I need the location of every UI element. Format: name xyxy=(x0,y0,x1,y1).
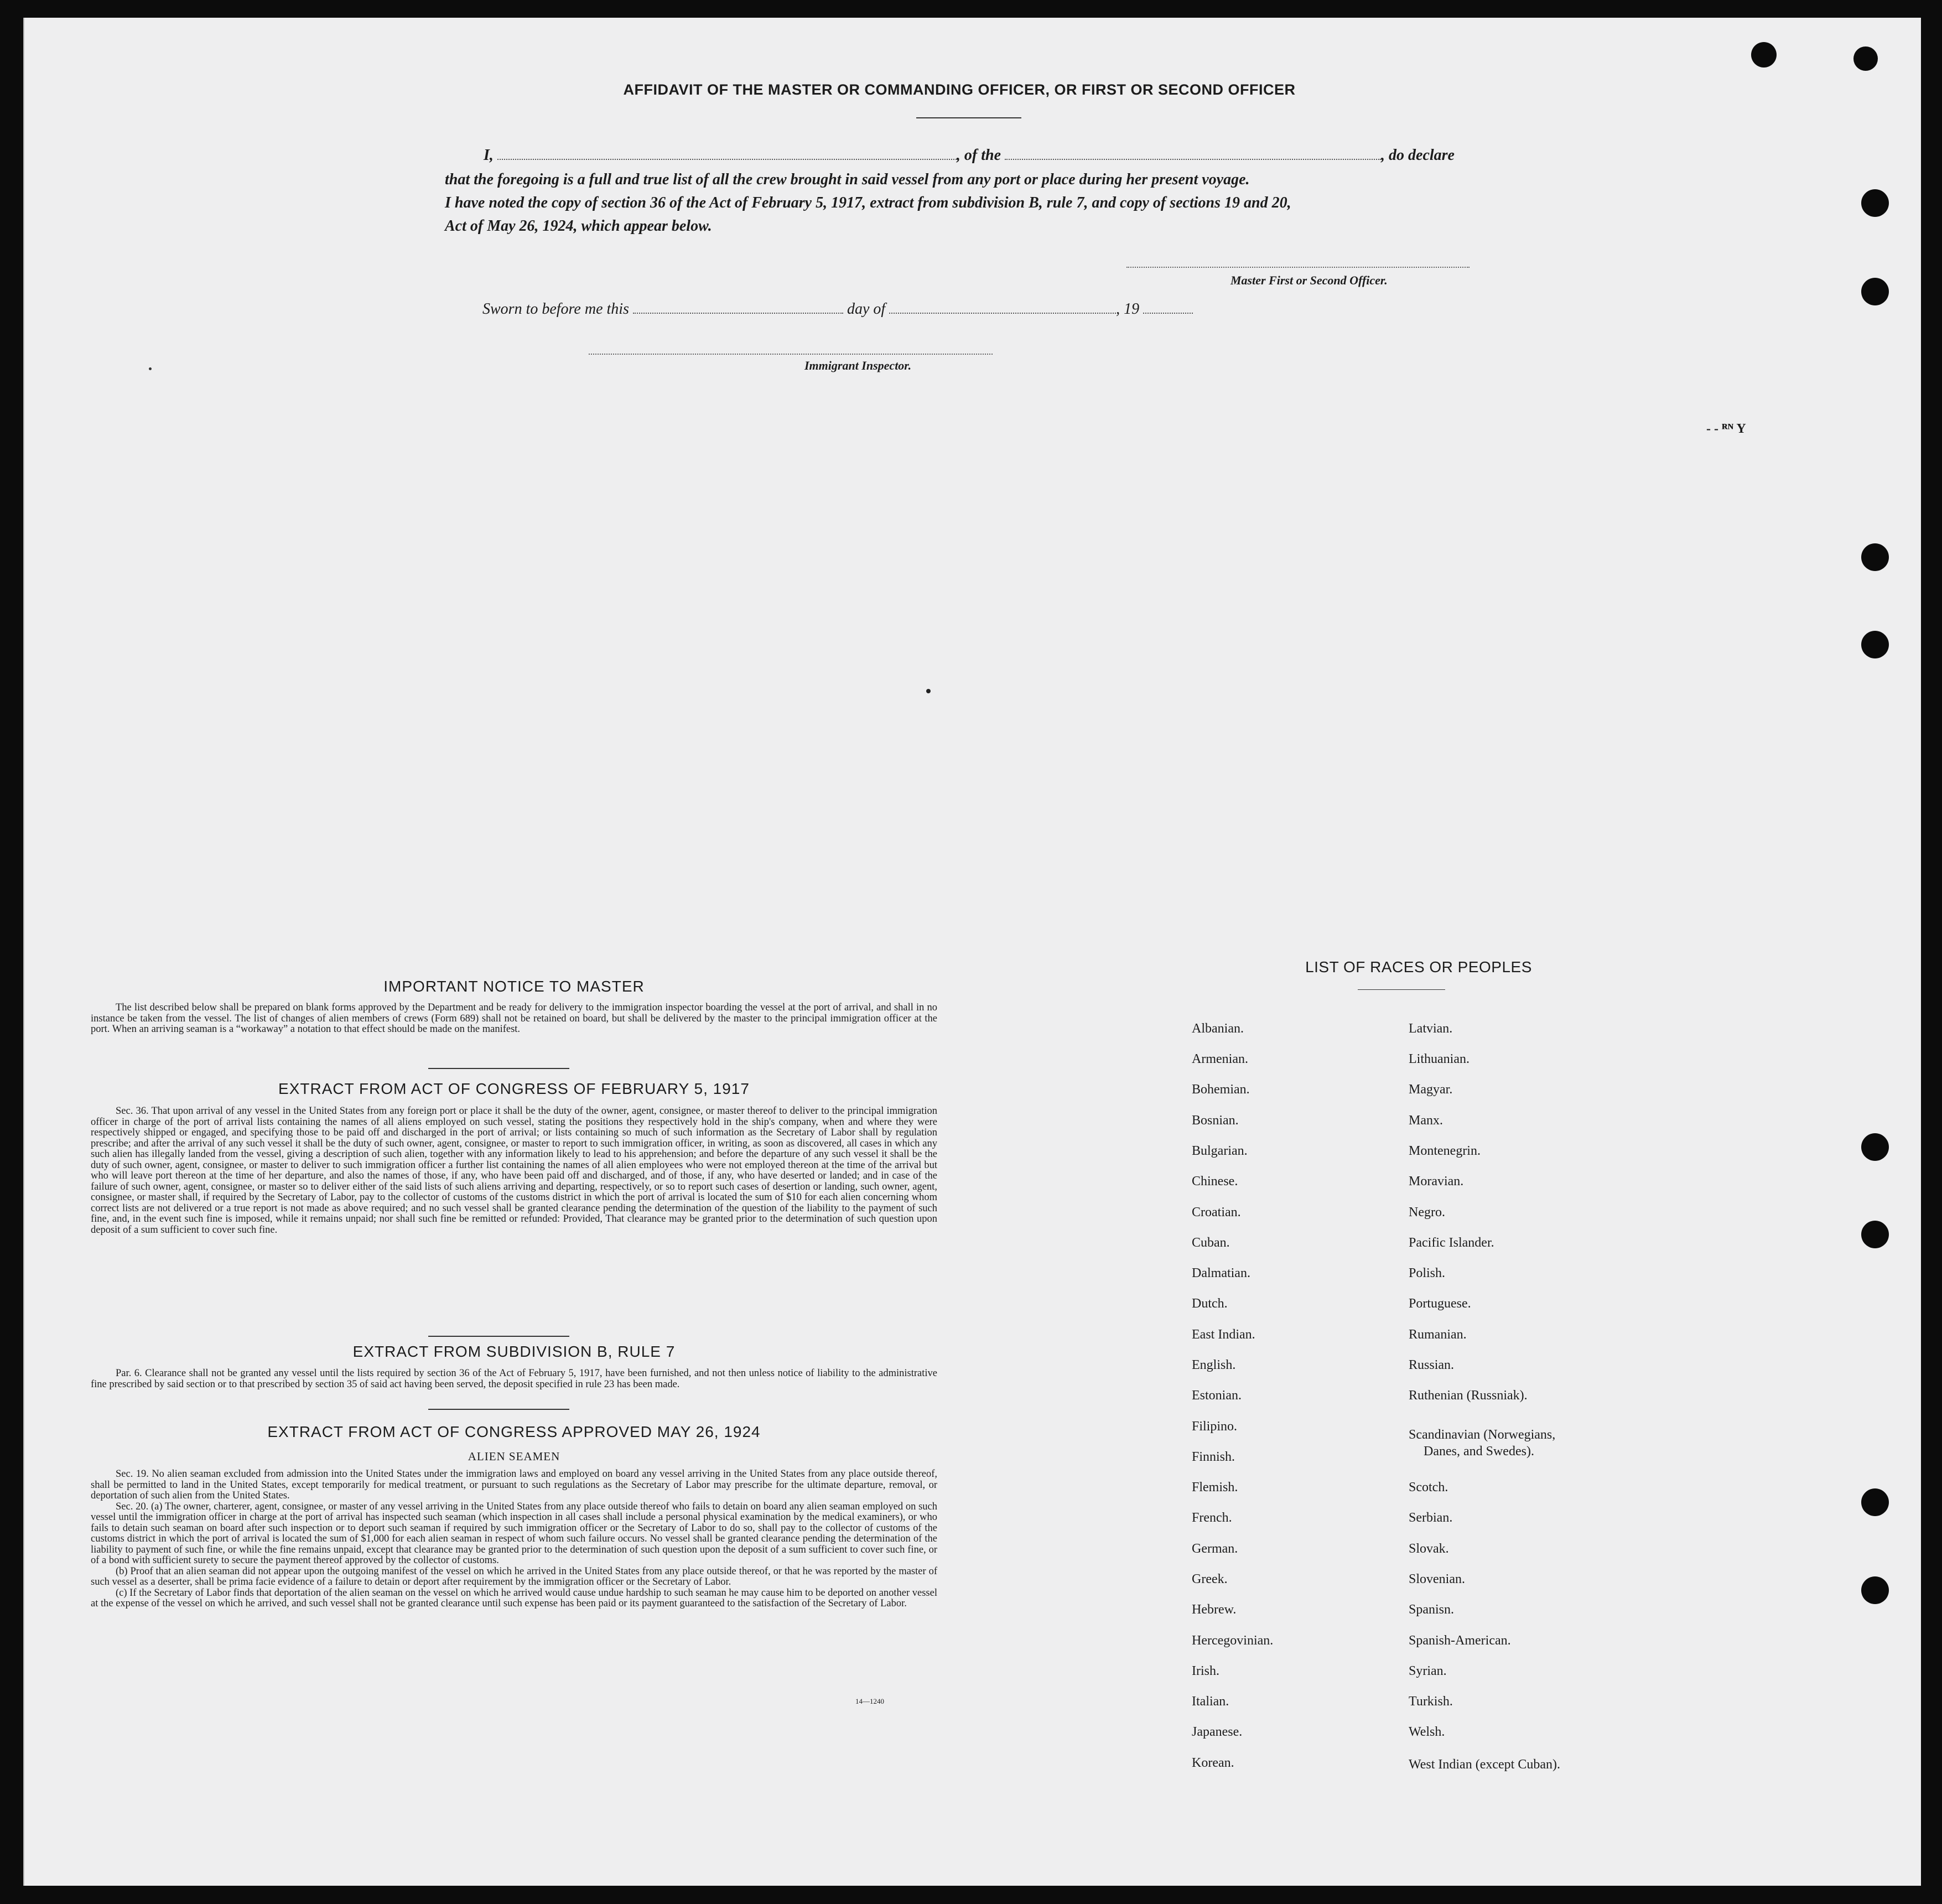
do-declare-label: , do declare xyxy=(1381,147,1455,164)
sworn-month-field[interactable] xyxy=(889,300,1116,314)
race-item: Lithuanian. xyxy=(1409,1052,1470,1066)
ink-speck xyxy=(149,367,152,370)
race-item: Magyar. xyxy=(1409,1082,1453,1097)
race-item: Dalmatian. xyxy=(1192,1266,1250,1280)
race-item-continued: Danes, and Swedes). xyxy=(1424,1444,1534,1459)
of-the-label: , of the xyxy=(956,147,1001,164)
notice-text xyxy=(91,1003,937,1035)
race-item: Cuban. xyxy=(1192,1236,1230,1250)
sec-19-paragraph: Sec. 19. No alien seaman excluded from admission into the United States under the immigration laws and employed on board any vessel arriving in the United States from any place outside thereof, shall be permitted to land in the United States, except temporarily for medical treatment, or pursuant to such regulations as the Secretary of Labor may prescribe for the ultimate departure, removal, or deportation of such alien from the United States. xyxy=(91,1469,937,1501)
extract-1924-title: EXTRACT FROM ACT OF CONGRESS APPROVED MAY 26, 1924 xyxy=(267,1423,761,1440)
race-item: Slovak. xyxy=(1409,1542,1449,1556)
race-item: Bosnian. xyxy=(1192,1113,1239,1128)
alien-seamen-subtitle: ALIEN SEAMEN xyxy=(468,1450,560,1463)
race-item: Chinese. xyxy=(1192,1174,1238,1189)
race-item: Moravian. xyxy=(1409,1174,1464,1189)
day-of-label: day of xyxy=(847,300,886,318)
race-item: Croatian. xyxy=(1192,1205,1241,1220)
year-label: , 19 xyxy=(1116,300,1140,318)
punch-hole xyxy=(1861,189,1889,217)
race-item: Finnish. xyxy=(1192,1450,1235,1464)
affidavit-line1 xyxy=(484,144,1524,167)
race-item: Russian. xyxy=(1409,1358,1455,1372)
extract-rule7-text xyxy=(91,1368,937,1390)
race-item: Flemish. xyxy=(1192,1480,1238,1495)
vessel-field[interactable] xyxy=(1005,147,1381,160)
race-item: Spanisn. xyxy=(1409,1602,1455,1617)
race-item: Greek. xyxy=(1192,1572,1228,1586)
punch-hole xyxy=(1861,1576,1889,1604)
race-item: Filipino. xyxy=(1192,1419,1238,1434)
affidavit-line2: that the foregoing is a full and true list of all the crew brought in said vessel from any port or place during her present voyage. xyxy=(445,171,1250,188)
race-item: Hercegovinian. xyxy=(1192,1633,1274,1648)
sec-20b-paragraph: (b) Proof that an alien seaman did not appear upon the outgoing manifest of the vessel on which he arrived in the United States from any place outside thereof, or that he was reported by the master of such vessel as a deserter, shall be prima facie evidence of a failure to detain or deport after requirement by the immigration officer or the Secretary of Labor. xyxy=(91,1565,937,1587)
sworn-label: Sworn to before me this xyxy=(482,300,629,318)
race-item: Hebrew. xyxy=(1192,1602,1237,1617)
ink-speck xyxy=(926,689,931,693)
punch-hole xyxy=(1751,42,1777,68)
race-item: Negro. xyxy=(1409,1205,1445,1220)
extract-1917-text xyxy=(91,1106,937,1236)
inspector-signature-label: Immigrant Inspector. xyxy=(804,359,912,372)
section-rule xyxy=(428,1068,569,1069)
extract-1924-text xyxy=(91,1469,937,1610)
race-item: West Indian (except Cuban). xyxy=(1409,1757,1560,1772)
race-item: French. xyxy=(1192,1511,1232,1525)
name-field[interactable] xyxy=(497,147,957,160)
race-item: Scotch. xyxy=(1409,1480,1448,1495)
document-page xyxy=(23,18,1921,1886)
race-item: German. xyxy=(1192,1542,1238,1556)
affidavit-line4: Act of May 26, 1924, which appear below. xyxy=(445,217,712,235)
race-item: Portuguese. xyxy=(1409,1296,1471,1311)
race-item: East Indian. xyxy=(1192,1327,1255,1342)
punch-hole xyxy=(1861,1221,1889,1248)
race-item: Montenegrin. xyxy=(1409,1144,1481,1158)
punch-hole xyxy=(1861,278,1889,305)
race-item: Albanian. xyxy=(1192,1021,1244,1036)
race-item: Bulgarian. xyxy=(1192,1144,1248,1158)
inspector-signature-line[interactable] xyxy=(589,354,993,355)
sworn-line xyxy=(482,298,1193,321)
par-6-paragraph: Par. 6. Clearance shall not be granted any vessel until the lists required by section 36 of the Act of February 5, 1917, have been furnished, and not then unless notice of liability to the administrative fine prescribed by said section or to that prescribed by section 35 of said act having been served, the deposit specified in rule 23 has been made. xyxy=(91,1368,937,1390)
race-item: Irish. xyxy=(1192,1664,1219,1678)
punch-hole xyxy=(1861,1488,1889,1516)
race-item: Turkish. xyxy=(1409,1694,1453,1709)
sec-20c-paragraph: (c) If the Secretary of Labor finds that deportation of the alien seaman on the vessel on which he arrived would cause undue hardship to such seaman he may cause him to be deported on another vessel at the expense of the vessel on which he arrived, and such vessel shall not be granted clearance until such expense has been paid or its payment guaranteed to the satisfaction of the Secretary of Labor. xyxy=(91,1587,937,1609)
race-item: Syrian. xyxy=(1409,1664,1447,1678)
race-item: Latvian. xyxy=(1409,1021,1453,1036)
affidavit-line3: I have noted the copy of section 36 of the Act of February 5, 1917, extract from subdivision B, rule 7, and copy of sections 19 and 20, xyxy=(445,194,1291,211)
extract-rule7-title: EXTRACT FROM SUBDIVISION B, RULE 7 xyxy=(352,1343,676,1360)
race-item: Slovenian. xyxy=(1409,1572,1465,1586)
race-item: English. xyxy=(1192,1358,1236,1372)
margin-mark: - - ᴿᴺ Y xyxy=(1706,422,1746,436)
races-rule xyxy=(1358,989,1445,990)
master-signature-label: Master First or Second Officer. xyxy=(1230,273,1388,287)
section-rule xyxy=(428,1336,569,1337)
title-rule xyxy=(916,117,1021,118)
form-number: 14—1240 xyxy=(855,1697,884,1705)
notice-paragraph: The list described below shall be prepared on blank forms approved by the Department and be ready for delivery to the immigration inspector boarding the vessel at the port of arrival, and shall in no instance be taken from the vessel. The list of changes of alien members of crews (Form 689) shall not be retained on board, but shall be delivered by the master to the principal immigration officer at the port. When an arriving seaman is a “workaway” a notation to that effect should be made on the manifest. xyxy=(91,1002,937,1035)
race-item: Manx. xyxy=(1409,1113,1443,1128)
race-item: Ruthenian (Russniak). xyxy=(1409,1388,1528,1403)
race-item: Scandinavian (Norwegians, xyxy=(1409,1428,1556,1442)
race-item: Japanese. xyxy=(1192,1725,1243,1739)
master-signature-line[interactable] xyxy=(1126,267,1470,268)
extract-1917-title: EXTRACT FROM ACT OF CONGRESS OF FEBRUARY 5, 1917 xyxy=(278,1080,750,1097)
race-item: Welsh. xyxy=(1409,1725,1445,1739)
sworn-year-field[interactable] xyxy=(1143,300,1193,314)
race-item: Italian. xyxy=(1192,1694,1229,1709)
punch-hole xyxy=(1861,631,1889,658)
race-item: Pacific Islander. xyxy=(1409,1236,1494,1250)
race-item: Dutch. xyxy=(1192,1296,1228,1311)
race-item: Armenian. xyxy=(1192,1052,1248,1066)
sec-36-paragraph: Sec. 36. That upon arrival of any vessel in the United States from any foreign port or place it shall be the duty of the owner, agent, consignee, or master thereof to deliver to the principal immigration officer in charge of the port of arrival lists containing the names of all aliens employed on such vessel, stating the positions they respectively hold in the ship's company, when and where they were respectively shipped or engaged, and specifying those to be paid off and discharged in the port of arrival; or lists containing so much of such information as the Secretary of Labor shall by regulation prescribe; and after the arrival of any such vessel it shall be the duty of such owner, agent, consignee, or master to report to such immigration officer, in writing, as soon as discovered, all cases in which any such alien has illegally landed from the vessel, giving a description of such alien, together with any information likely to lead to his apprehension; and before the departure of any such vessel it shall be the duty of such owner, agent, consignee, or master to deliver to such immigration officer a further list containing the names of all alien employees who were not employed thereon at the time of the arrival but who will leave port thereon at the time of her departure, and also the names of those, if any, who have been paid off and discharged, and of those, if any, who have deserted or landed; and in case of the failure of such owner, agent, consignee, or master so to deliver either of the said lists of such aliens arriving and departing, respectively, or so to report such cases of desertion or landing, such owner, agent, consignee, or master shall, if required by the Secretary of Labor, pay to the collector of customs of the customs district in which the port of arrival is located the sum of $10 for each alien concerning whom correct lists are not delivered or a true report is not made as above required; and no such vessel shall be granted clearance pending the determination of the question of the liability to the payment of such fine, and, in the event such fine is imposed, while it remains unpaid; nor shall such fine be remitted or refunded: Provided, That clearance may be granted prior to the determination of such question upon deposit of a sum sufficient to cover such fine. xyxy=(91,1106,937,1236)
notice-title: IMPORTANT NOTICE TO MASTER xyxy=(383,978,645,995)
race-item: Serbian. xyxy=(1409,1511,1453,1525)
sec-20a-paragraph: Sec. 20. (a) The owner, charterer, agent, consignee, or master of any vessel arriving in the United States from any place outside thereof who fails to detain on board any alien seaman employed on such vessel until the immigration officer in charge at the port of arrival has inspected such seaman (which inspection in all cases shall include a personal physical examination by the medical examiners), or who fails to detain such seaman on board after such inspection or to deport such seaman if required by such immigration officer or the Secretary of Labor to do so, shall pay to the collector of customs of the customs district in which the port of arrival is located the sum of $1,000 for each alien seaman in respect of whom such failure occurs. No vessel shall be granted clearance pending the determination of the liability to payment of such fine, or while the fine remains unpaid, except that clearance may be granted prior to the determination of such question upon the deposit of a sum sufficient to cover such fine, or of a bond with sufficient surety to secure the payment thereof approved by the collector of customs. xyxy=(91,1501,937,1566)
affidavit-i: I, xyxy=(484,147,494,164)
punch-hole xyxy=(1861,1133,1889,1161)
punch-hole xyxy=(1853,46,1878,71)
race-item: Estonian. xyxy=(1192,1388,1242,1403)
punch-hole xyxy=(1861,543,1889,571)
races-title: LIST OF RACES OR PEOPLES xyxy=(1305,958,1532,976)
race-item: Spanish-American. xyxy=(1409,1633,1511,1648)
race-item: Bohemian. xyxy=(1192,1082,1250,1097)
sworn-day-field[interactable] xyxy=(633,300,843,314)
race-item: Polish. xyxy=(1409,1266,1446,1280)
race-item: Rumanian. xyxy=(1409,1327,1467,1342)
affidavit-title: AFFIDAVIT OF THE MASTER OR COMMANDING OFFICER, OR FIRST OR SECOND OFFICER xyxy=(623,81,1296,98)
section-rule xyxy=(428,1409,569,1410)
race-item: Korean. xyxy=(1192,1756,1234,1770)
